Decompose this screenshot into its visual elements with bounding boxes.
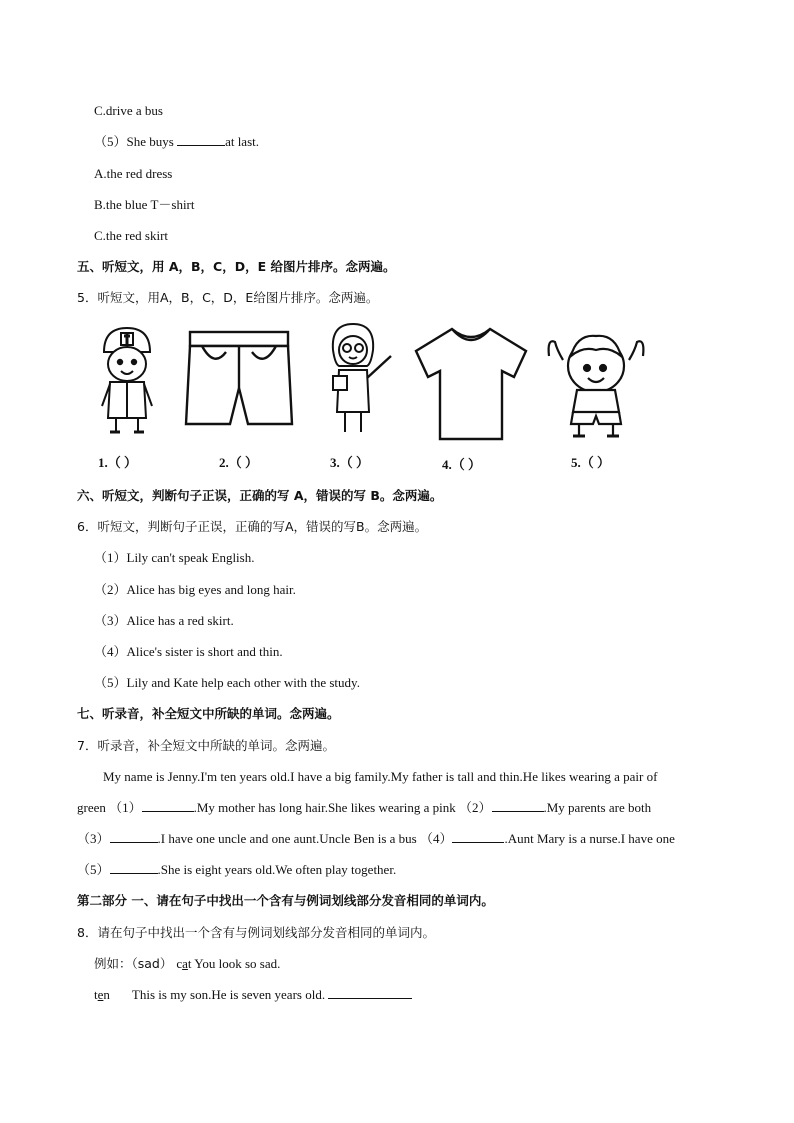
passage-text: .Aunt Mary is a nurse.I have one bbox=[504, 831, 675, 846]
word-ten-n: n bbox=[103, 987, 110, 1002]
question-8-sentence: This is my son.He is seven years old. bbox=[131, 987, 329, 1002]
teacher-picture bbox=[323, 320, 395, 440]
picture-label-4: 4.（ ） bbox=[442, 457, 482, 472]
passage-text: .I have one uncle and one aunt.Uncle Ben is a bus （4） bbox=[157, 831, 453, 846]
shorts-icon bbox=[180, 328, 298, 428]
answer-blank-4[interactable] bbox=[452, 830, 504, 843]
passage-line-1: My name is Jenny.I'm ten years old.I have a big family.My father is tall and thin.He likes wearing a pair of bbox=[103, 769, 658, 784]
passage-text: .She is eight years old.We often play together. bbox=[157, 862, 397, 877]
picture-label-3: 3.（ ） bbox=[330, 455, 370, 470]
example-line bbox=[94, 955, 280, 973]
question-6-instruction: 6．听短文，判断句子正误，正确的写A，错误的写B。念两遍。 bbox=[77, 519, 428, 534]
boy-picture bbox=[543, 316, 649, 442]
answer-blank-8[interactable] bbox=[328, 986, 412, 999]
boy-icon bbox=[543, 316, 649, 442]
statement-5: （5）Lily and Kate help each other with the study. bbox=[94, 675, 360, 690]
passage-line-2 bbox=[77, 799, 651, 817]
tshirt-icon bbox=[410, 325, 532, 443]
question-5-prefix: （5）She buys bbox=[94, 134, 178, 149]
picture-label-5: 5.（ ） bbox=[571, 455, 611, 470]
question-7-instruction: 7．听录音，补全短文中所缺的单词。念两遍。 bbox=[77, 738, 335, 753]
teacher-icon bbox=[323, 320, 395, 440]
question-8-instruction: 8．请在句子中找出一个含有与例词划线部分发音相同的单词内。 bbox=[77, 925, 435, 940]
example-word-c: c bbox=[176, 956, 183, 971]
question-5-suffix: at last. bbox=[225, 134, 259, 149]
answer-blank-1[interactable] bbox=[142, 799, 194, 812]
passage-text: .My parents are both bbox=[543, 800, 652, 815]
example-prefix: 例如：（sad） bbox=[94, 956, 177, 971]
tshirt-picture bbox=[410, 325, 532, 443]
section-7-heading: 七、听录音，补全短文中所缺的单词。念两遍。 bbox=[77, 706, 340, 721]
doctor-picture bbox=[96, 322, 158, 438]
option-a-red-dress: A.the red dress bbox=[94, 166, 173, 181]
statement-3: （3）Alice has a red skirt. bbox=[94, 613, 234, 628]
answer-blank[interactable] bbox=[177, 133, 225, 146]
option-c-drive-bus: C.drive a bus bbox=[94, 103, 163, 118]
passage-text: .My mother has long hair.She likes wearing a pink （2） bbox=[193, 800, 492, 815]
section-5-heading: 五、听短文，用 A，B，C，D，E 给图片排序。念两遍。 bbox=[77, 259, 396, 274]
example-word-underlined: a bbox=[182, 956, 188, 971]
option-c-red-skirt: C.the red skirt bbox=[94, 228, 169, 243]
part-2-heading: 第二部分 一、请在句子中找出一个含有与例词划线部分发音相同的单词内。 bbox=[77, 893, 494, 908]
section-6-heading: 六、听短文，判断句子正误，正确的写 A，错误的写 B。念两遍。 bbox=[77, 488, 443, 503]
answer-blank-5[interactable] bbox=[110, 861, 158, 874]
answer-blank-2[interactable] bbox=[492, 799, 544, 812]
picture-label-2: 2.（ ） bbox=[219, 455, 259, 470]
statement-2: （2）Alice has big eyes and long hair. bbox=[94, 582, 296, 597]
statement-1: （1）Lily can't speak English. bbox=[94, 550, 255, 565]
question-8-item bbox=[94, 986, 412, 1004]
shorts-picture bbox=[180, 328, 298, 428]
word-ten-t: t bbox=[94, 987, 98, 1002]
blank-3-label: （3） bbox=[77, 831, 110, 846]
passage-line-3 bbox=[77, 830, 675, 848]
question-5-stem bbox=[94, 133, 259, 151]
doctor-icon bbox=[96, 322, 158, 438]
question-5-instruction: 5．听短文，用A，B，C，D，E给图片排序。念两遍。 bbox=[77, 290, 379, 305]
passage-line-4 bbox=[77, 861, 396, 879]
blank-1-label: green （1） bbox=[77, 800, 142, 815]
answer-blank-3[interactable] bbox=[110, 830, 158, 843]
example-sentence: t You look so sad. bbox=[187, 956, 281, 971]
option-b-blue-tshirt: B.the blue T－shirt bbox=[94, 197, 195, 212]
statement-4: （4）Alice's sister is short and thin. bbox=[94, 644, 283, 659]
picture-label-1: 1.（ ） bbox=[98, 455, 138, 470]
word-ten-underlined: e bbox=[97, 987, 104, 1002]
blank-5-label: （5） bbox=[77, 862, 110, 877]
